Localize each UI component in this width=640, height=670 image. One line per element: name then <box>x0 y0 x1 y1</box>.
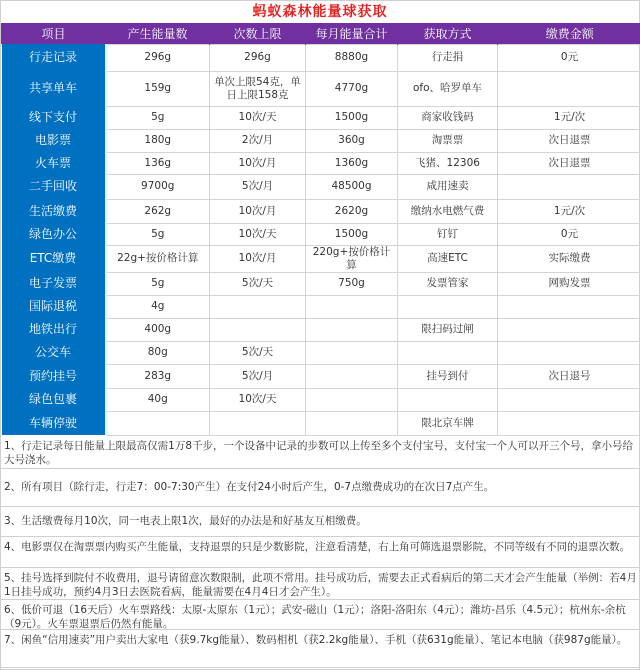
table-row <box>2 199 640 223</box>
row-monthly: 48500g <box>306 174 398 199</box>
row-item: 线下支付 <box>2 106 106 129</box>
row-limit: 10次/天 <box>210 106 306 129</box>
row-limit: 10次/月 <box>210 152 306 174</box>
row-monthly <box>306 364 398 388</box>
row-energy: 159g <box>106 71 210 106</box>
energy-table <box>1 23 640 436</box>
table-row <box>2 272 640 295</box>
row-item: 绿色包裹 <box>2 388 106 411</box>
row-fee <box>498 388 640 411</box>
row-fee <box>498 174 640 199</box>
row-monthly: 4770g <box>306 71 398 106</box>
row-method <box>398 295 498 318</box>
row-fee <box>498 341 640 364</box>
row-energy: 262g <box>106 199 210 223</box>
table-row <box>2 245 640 272</box>
row-item: 共享单车 <box>2 71 106 106</box>
table-row <box>2 388 640 411</box>
row-monthly: 1360g <box>306 152 398 174</box>
row-energy: 5g <box>106 272 210 295</box>
row-method: 限扫码过闸 <box>398 318 498 341</box>
row-item: 二手回收 <box>2 174 106 199</box>
row-energy: 22g+按价格计算 <box>106 245 210 272</box>
row-fee: 次日退票 <box>498 129 640 152</box>
row-method: 商家收钱码 <box>398 106 498 129</box>
row-item: 公交车 <box>2 341 106 364</box>
row-fee: 1元/次 <box>498 106 640 129</box>
header-item: 项目 <box>2 23 106 44</box>
row-monthly <box>306 388 398 411</box>
row-energy: 4g <box>106 295 210 318</box>
row-fee <box>498 411 640 435</box>
row-item: 电子发票 <box>2 272 106 295</box>
row-item: 车辆停驶 <box>2 411 106 435</box>
row-fee: 1元/次 <box>498 199 640 223</box>
row-fee <box>498 71 640 106</box>
table-row <box>2 44 640 71</box>
row-energy: 283g <box>106 364 210 388</box>
row-item: ETC缴费 <box>2 245 106 272</box>
table-row <box>2 364 640 388</box>
row-limit: 10次/月 <box>210 245 306 272</box>
row-limit: 5次/天 <box>210 341 306 364</box>
page-title: 蚂蚁森林能量球获取 <box>252 4 388 20</box>
note-item: 1、行走记录每日能量上限最高仅需1万8千步，一个设备中记录的步数可以上传至多个支付宝号，支付宝一个人可以开三个号，拿小号给大号浇水。 <box>1 436 640 469</box>
row-limit: 10次/天 <box>210 223 306 245</box>
table-row <box>2 106 640 129</box>
row-monthly: 2620g <box>306 199 398 223</box>
row-method: 飞猪、12306 <box>398 152 498 174</box>
header-row <box>2 23 640 44</box>
table-row <box>2 129 640 152</box>
row-energy <box>106 411 210 435</box>
row-method: 挂号到付 <box>398 364 498 388</box>
row-energy: 9700g <box>106 174 210 199</box>
row-monthly <box>306 318 398 341</box>
table-row <box>2 223 640 245</box>
row-monthly: 360g <box>306 129 398 152</box>
row-limit: 10次/天 <box>210 388 306 411</box>
row-limit <box>210 318 306 341</box>
table-row <box>2 341 640 364</box>
row-limit: 5次/月 <box>210 364 306 388</box>
row-fee: 次日退号 <box>498 364 640 388</box>
row-method: 淘票票 <box>398 129 498 152</box>
row-method: 缴纳水电燃气费 <box>398 199 498 223</box>
row-item: 生活缴费 <box>2 199 106 223</box>
row-limit: 单次上限54克，单日上限158克 <box>210 71 306 106</box>
row-limit <box>210 411 306 435</box>
header-fee: 缴费金额 <box>498 23 640 44</box>
row-energy: 136g <box>106 152 210 174</box>
row-method <box>398 341 498 364</box>
note-item: 6、低价可退（16天后）火车票路线：太原-太原东（1元）；武安-磁山（1元）；洛阳-洛阳东（4元）；潍坊-昌乐（4.5元）；杭州东-余杭（9元）。火车票退票后仍然有能量。 <box>1 600 640 630</box>
row-fee: 0元 <box>498 44 640 71</box>
row-method <box>398 388 498 411</box>
row-energy: 5g <box>106 106 210 129</box>
header-limit: 次数上限 <box>210 23 306 44</box>
row-method: 咸用速卖 <box>398 174 498 199</box>
row-fee: 实际缴费 <box>498 245 640 272</box>
row-method: 高速ETC <box>398 245 498 272</box>
row-item: 预约挂号 <box>2 364 106 388</box>
notes-section <box>1 436 640 668</box>
header-energy: 产生能量数 <box>106 23 210 44</box>
row-fee: 次日退票 <box>498 152 640 174</box>
row-energy: 5g <box>106 223 210 245</box>
row-item: 国际退税 <box>2 295 106 318</box>
table-row <box>2 318 640 341</box>
row-monthly: 1500g <box>306 223 398 245</box>
table-row <box>2 152 640 174</box>
row-method: ofo、哈罗单车 <box>398 71 498 106</box>
table-row <box>2 295 640 318</box>
table-row <box>2 174 640 199</box>
row-fee <box>498 295 640 318</box>
row-monthly: 8880g <box>306 44 398 71</box>
row-monthly: 750g <box>306 272 398 295</box>
row-monthly <box>306 411 398 435</box>
row-limit: 2次/月 <box>210 129 306 152</box>
row-limit: 5次/天 <box>210 272 306 295</box>
row-item: 行走记录 <box>2 44 106 71</box>
row-monthly <box>306 341 398 364</box>
row-limit: 5次/月 <box>210 174 306 199</box>
row-fee: 网购发票 <box>498 272 640 295</box>
row-limit <box>210 295 306 318</box>
row-method: 行走捐 <box>398 44 498 71</box>
row-energy: 296g <box>106 44 210 71</box>
row-item: 地铁出行 <box>2 318 106 341</box>
row-monthly: 220g+按价格计算 <box>306 245 398 272</box>
note-item: 2、所有项目（除行走，行走7：00-7:30产生）在支付24小时后产生，0-7点缴费成功的在次日7点产生。 <box>1 469 640 507</box>
header-method: 获取方式 <box>398 23 498 44</box>
row-item: 绿色办公 <box>2 223 106 245</box>
row-method: 钉钉 <box>398 223 498 245</box>
row-fee <box>498 318 640 341</box>
row-method: 发票管家 <box>398 272 498 295</box>
note-item: 3、生活缴费每月10次，同一电表上限1次，最好的办法是和好基友互相缴费。 <box>1 507 640 537</box>
note-item: 4、电影票仅在淘票票内购买产生能量，支持退票的只是少数影院，注意看清楚，右上角可筛选退票影院，不同等级有不同的退票次数。 <box>1 537 640 568</box>
note-item: 7、闲鱼“信用速卖”用户卖出大家电（获9.7kg能量）、数码相机（获2.2kg能量）、手机（获631g能量）、笔记本电脑（获987g能量）。 <box>1 630 640 668</box>
header-monthly: 每月能量合计 <box>306 23 398 44</box>
row-limit: 10次/月 <box>210 199 306 223</box>
row-energy: 40g <box>106 388 210 411</box>
row-energy: 400g <box>106 318 210 341</box>
row-monthly <box>306 295 398 318</box>
row-monthly: 1500g <box>306 106 398 129</box>
row-limit: 296g <box>210 44 306 71</box>
row-method: 限北京车牌 <box>398 411 498 435</box>
row-item: 火车票 <box>2 152 106 174</box>
row-item: 电影票 <box>2 129 106 152</box>
table-row <box>2 411 640 435</box>
row-energy: 180g <box>106 129 210 152</box>
row-fee: 0元 <box>498 223 640 245</box>
note-item: 5、挂号选择到院付不收费用，退号请留意次数限制，此项不常用。挂号成功后，需要去正式看病后的第二天才会产生能量（举例：若4月1日挂号成功，预约4月3日去医院看病，能量需要在4月4日才会产生）。 <box>1 568 640 600</box>
table-row <box>2 71 640 106</box>
row-energy: 80g <box>106 341 210 364</box>
